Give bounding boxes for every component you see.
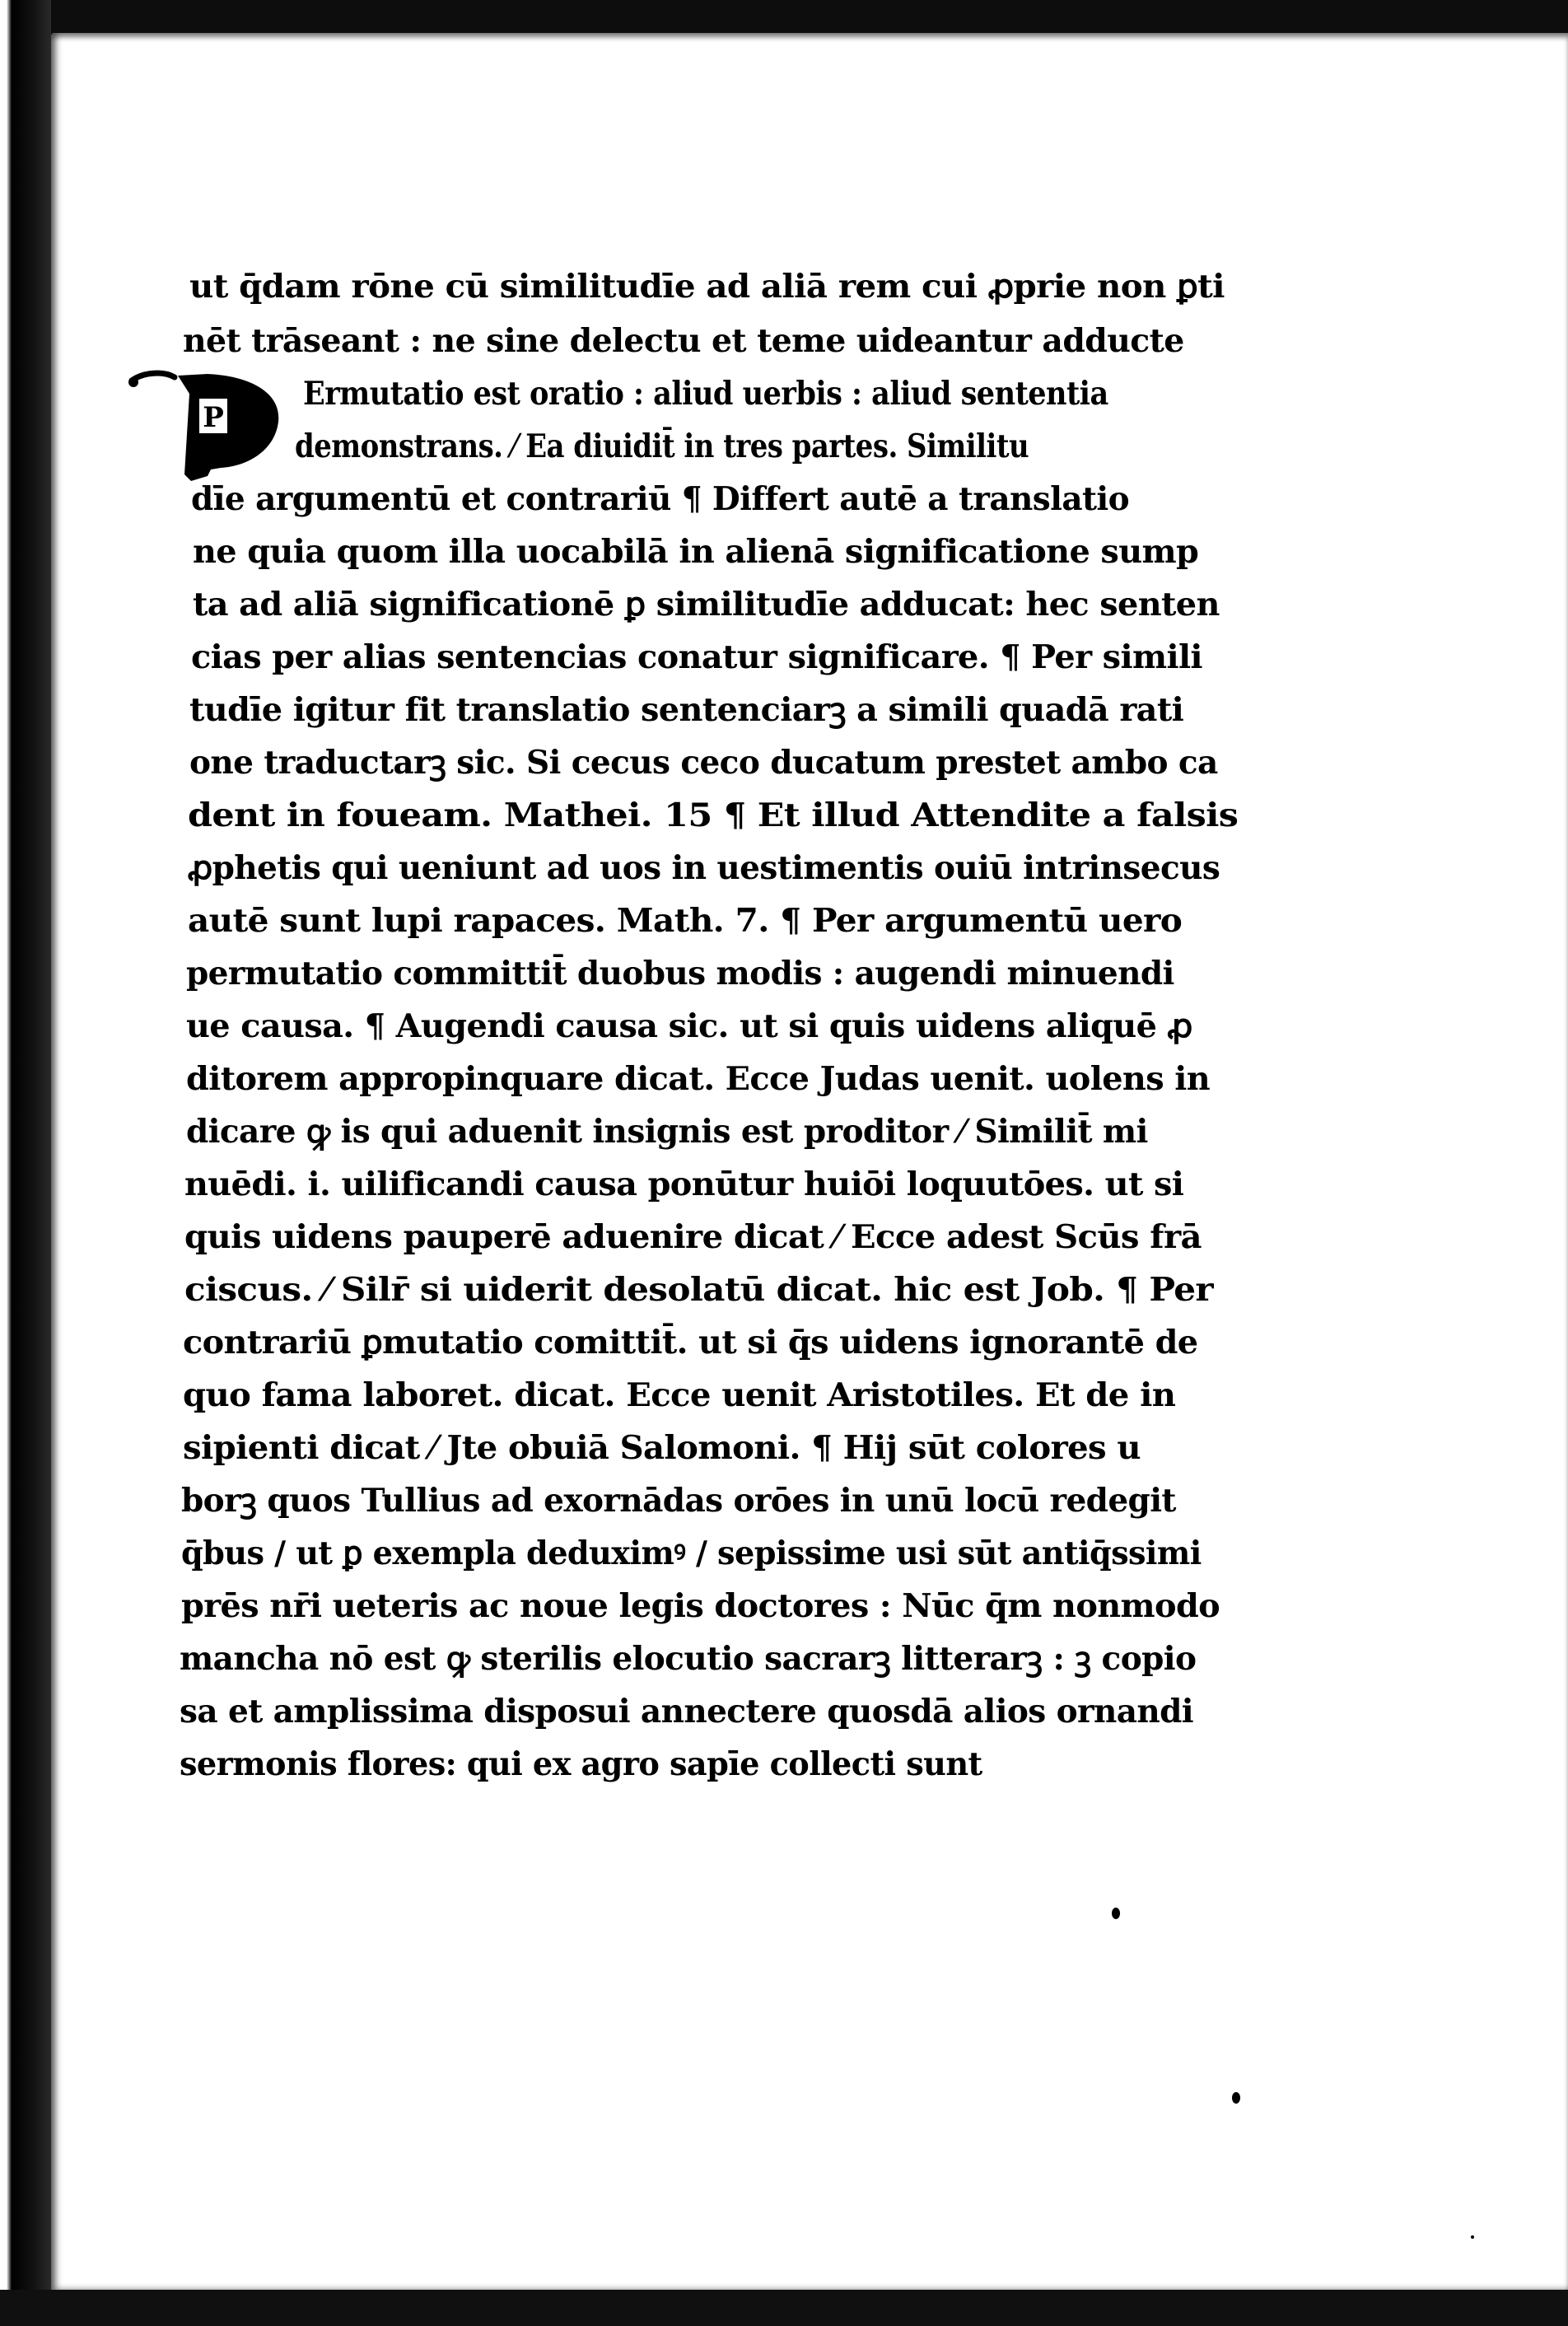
- ink-speck: [1232, 2092, 1240, 2104]
- text-line: ut q̄dam rōne cū similitudīe ad aliā rem cui ꝓprie non ꝑti: [189, 268, 1225, 306]
- decorated-initial-p: [125, 369, 290, 486]
- text-line: ciscus. ⁄ Silr̄ si uiderit desolatū dicat. hic est Job. ¶ Per: [184, 1271, 1213, 1309]
- text-line: one traductarꝫ sic. Si cecus ceco ducatum prestet ambo ca: [189, 744, 1218, 782]
- text-line: ꝓphetis qui ueniunt ad uos in uestimentis ouiū intrinsecus: [188, 849, 1220, 887]
- text-line: sipienti dicat ⁄ Jte obuiā Salomoni. ¶ Hij sūt colores u: [183, 1429, 1141, 1467]
- text-line: Ermutatio est oratio : aliud uerbis : aliud sententia: [303, 375, 1108, 413]
- text-line: quis uidens pauperē aduenire dicat ⁄ Ecce adest Scūs frā: [184, 1218, 1202, 1256]
- text-line: cias per alias sentencias conatur significare. ¶ Per simili: [191, 638, 1202, 676]
- text-line: autē sunt lupi rapaces. Math. 7. ¶ Per argumentū uero: [188, 902, 1183, 940]
- text-line: borꝫ quos Tullius ad exornādas orōes in unū locū redegit: [181, 1482, 1176, 1520]
- text-line: prēs nr̄i ueteris ac noue legis doctores : Nūc q̄m nonmodo: [181, 1587, 1220, 1625]
- text-line: nuēdi. i. uilificandi causa ponūtur huiōi loquutōes. ut si: [184, 1165, 1184, 1203]
- text-line: ue causa. ¶ Augendi causa sic. ut si quis uidens aliquē ꝓ: [186, 1007, 1192, 1045]
- text-line: demonstrans. ⁄ Ea diuidit̄ in tres partes. Similitu: [295, 427, 1029, 465]
- text-line: quo fama laboret. dicat. Ecce uenit Aristotiles. Et de in: [183, 1376, 1176, 1414]
- scan-bottom-edge: [0, 2290, 1568, 2326]
- text-line: dīe argumentū et contrariū ¶ Differt autē a translatio: [191, 480, 1130, 518]
- text-line: dent in foueam. Mathei. 15 ¶ Et illud Attendite a falsis: [188, 796, 1239, 834]
- text-line: ta ad aliā significationē ꝑ similitudīe adducat: hec senten: [193, 586, 1220, 624]
- initial-letter: P: [203, 401, 224, 434]
- ink-speck: [1471, 2235, 1474, 2239]
- text-line: q̄bus / ut ꝑ exempla deduximꝰ / sepissime usi sūt antiq̄ssimi: [181, 1534, 1202, 1572]
- text-line: dicare ꝙ is qui aduenit insignis est proditor ⁄ Similit̄ mi: [186, 1113, 1148, 1151]
- text-line: mancha nō est ꝙ sterilis elocutio sacrarꝫ litterarꝫ : ꝫ copio: [180, 1640, 1197, 1678]
- text-line: contrariū ꝑmutatio comittit̄. ut si q̄s uidens ignorantē de: [183, 1324, 1198, 1362]
- text-line: sermonis flores: qui ex agro sapīe collecti sunt: [180, 1745, 982, 1783]
- text-line: ditorem appropinquare dicat. Ecce Judas uenit. uolens in: [186, 1060, 1211, 1098]
- text-line: ne quia quom illa uocabilā in alienā significatione sump: [193, 533, 1199, 571]
- book-spine: [0, 0, 51, 2326]
- text-line: sa et amplissima disposui annectere quosdā alios ornandi: [180, 1693, 1194, 1730]
- ink-speck: [1112, 1908, 1120, 1919]
- text-line: tudīe igitur fit translatio sentenciarꝫ a simili quadā rati: [189, 691, 1184, 729]
- text-line: nēt trāseant : ne sine delectu et teme uideantur adducte: [183, 322, 1184, 360]
- text-line: permutatio committit̄ duobus modis : augendi minuendi: [186, 955, 1174, 993]
